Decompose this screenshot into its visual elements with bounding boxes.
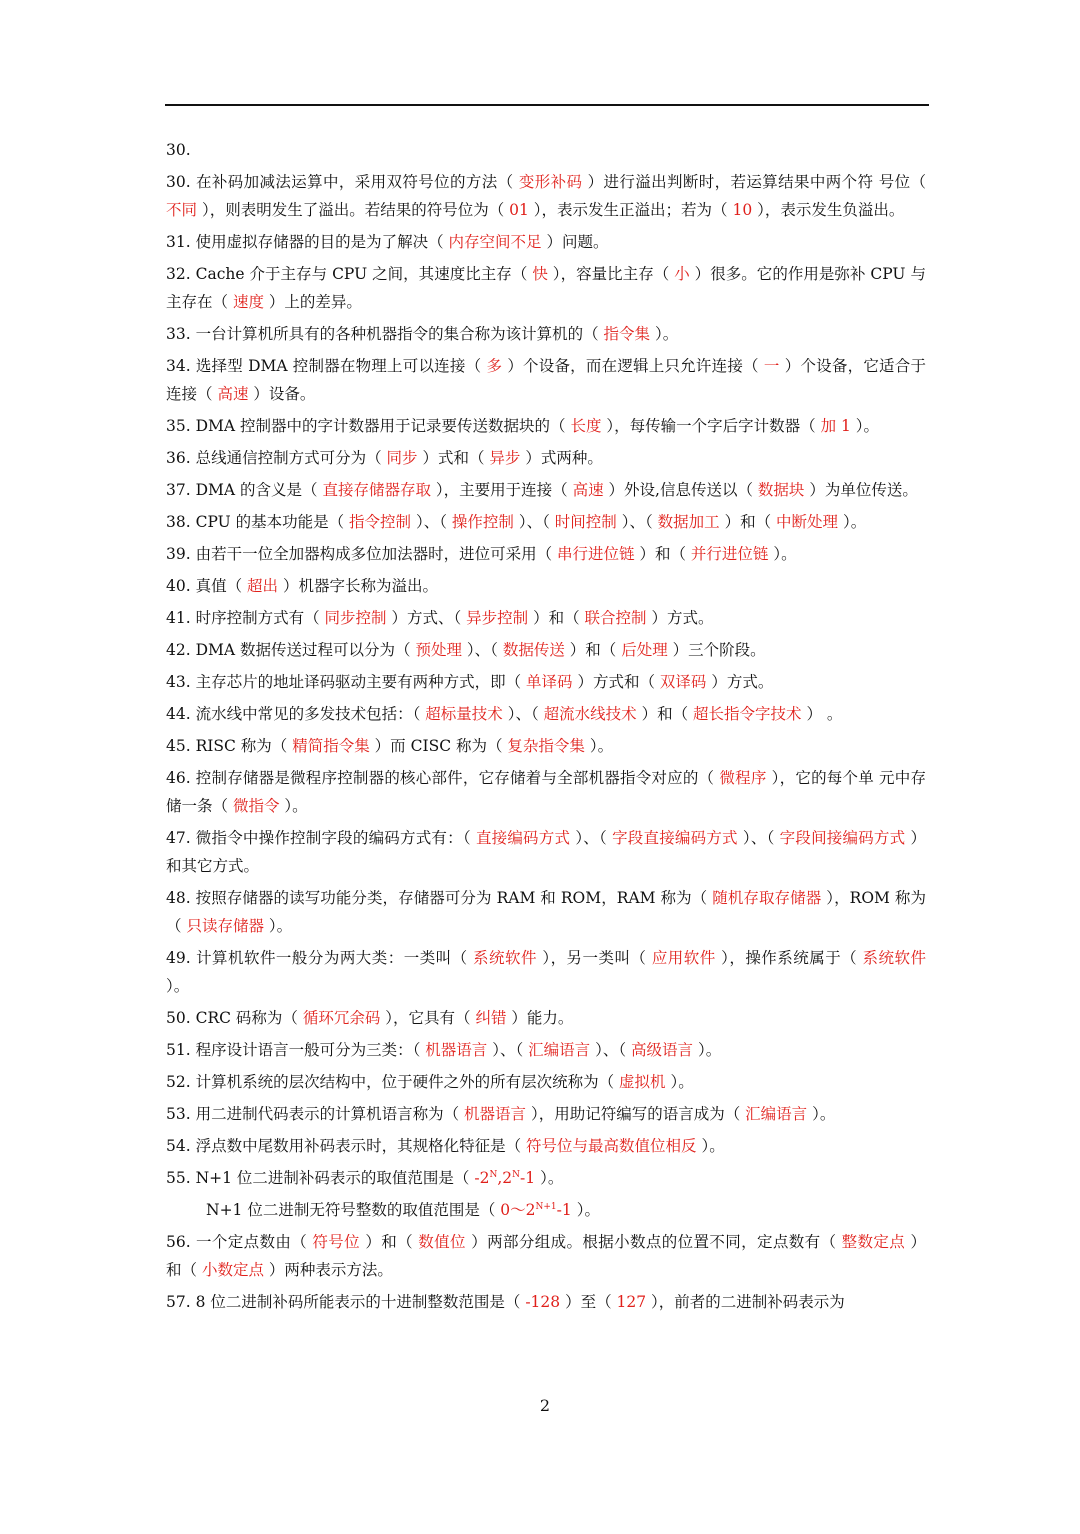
question-text: ）式和（ [417,449,490,467]
question-text: ），用助记符编写的语言成为（ [526,1105,746,1123]
question-number: 57. [166,1293,191,1311]
page-number: 2 [539,1396,551,1415]
question-number: 53. [166,1105,191,1123]
question-number: 41. [166,609,191,627]
question-text: ）。 [571,1201,600,1219]
question-item [166,228,926,256]
answer-text: 异步控制 [466,609,529,627]
question-number: 50. [166,1009,191,1027]
question-text: 计算机软件一般分为两大类：一类叫（ [196,949,474,967]
question-text: ），它的每个单 元中存储一条（ [166,769,926,815]
question-item [166,352,926,408]
question-item [166,1288,926,1316]
answer-text: ,2 [497,1169,513,1187]
question-text: ）和（ [719,513,777,531]
question-text: ），操作系统属于（ [715,949,863,967]
question-text: ）、（ [590,1041,632,1059]
answer-text: 循环冗余码 [302,1009,381,1027]
answer-text: 只读存储器 [186,917,264,935]
question-text: ）机器字长称为溢出。 [278,577,438,595]
question-item [166,1100,926,1128]
answer-text: 变形补码 [518,173,583,191]
question-text: ）个设备，而在逻辑上只允许连接（ [502,357,764,375]
question-number: 49. [166,949,191,967]
answer-text: 速度 [232,293,264,311]
question-text: ）外设,信息传送以（ [603,481,758,499]
question-text: CPU 的基本功能是（ [195,513,350,531]
question-item [166,540,926,568]
question-text: ）、（ [513,513,555,531]
question-text: ）和其它方式。 [166,829,926,875]
question-text: ）。 [807,1105,836,1123]
answer-text: 10 [732,201,753,219]
question-text: 8 位二进制补码所能表示的十进制整数范围是（ [195,1293,526,1311]
question-text: ）、（ [461,641,503,659]
question-list [166,136,926,1320]
question-text: DMA 数据传送过程可以分为（ [195,641,416,659]
question-text: ），前者的二进制补码表示为 [646,1293,845,1311]
question-text: ），则表明发生了溢出。若结果的符号位为（ [197,201,510,219]
question-text: ） 。 [801,705,843,723]
question-text: ）三个阶段。 [667,641,766,659]
question-text: DMA 的含义是（ [195,481,323,499]
question-text: N+1 位二进制补码表示的取值范围是（ [195,1169,475,1187]
question-number: 42. [166,641,191,659]
answer-text: 联合控制 [584,609,647,627]
question-number: 51. [166,1041,191,1059]
question-text: 微指令中操作控制字段的编码方式有：（ [195,829,476,847]
question-text: RISC 称为（ [195,737,293,755]
question-text: 程序设计语言一般可分为三类：（ [195,1041,426,1059]
question-text: DMA 控制器中的字计数器用于记录要传送数据块的（ [195,417,571,435]
answer-text: 字段直接编码方式 [612,829,738,847]
answer-text: 直接存储器存取 [322,481,431,499]
answer-superscript: N+1 [535,1202,557,1212]
question-item [166,1164,926,1192]
answer-text: 串行进位链 [557,545,635,563]
answer-text: 符号位 [312,1233,361,1251]
answer-text: 超流水线技术 [543,705,637,723]
question-text: ）。 [665,1073,694,1091]
question-number: 48. [166,889,191,907]
question-text: ）、（ [487,1041,529,1059]
question-text: 用二进制代码表示的计算机语言称为（ [195,1105,465,1123]
question-item [166,476,926,504]
answer-text: 直接编码方式 [475,829,571,847]
question-text: ）方式、（ [386,609,467,627]
question-text: Cache 介于主存与 CPU 之间，其速度比主存（ [195,265,533,283]
answer-text: 指令控制 [349,513,412,531]
question-number: 38. [166,513,191,531]
question-text: ）。 [768,545,797,563]
question-text: ）为单位传送。 [804,481,918,499]
answer-text: 同步控制 [324,609,387,627]
question-number: 56. [166,1233,191,1251]
question-item [166,168,926,224]
answer-text: 长度 [570,417,602,435]
question-item [166,508,926,536]
question-number: 52. [166,1073,191,1091]
question-text: 一个定点数由（ [195,1233,313,1251]
question-text: 主存芯片的地址译码驱动主要有两种方式，即（ [195,673,527,691]
answer-text: -1 [520,1169,536,1187]
answer-text: -2 [474,1169,490,1187]
question-text: 使用虚拟存储器的目的是为了解决（ [195,233,449,251]
answer-text: 数据加工 [657,513,720,531]
question-item [166,1036,926,1064]
answer-text: 精简指令集 [292,737,370,755]
question-item [166,1068,926,1096]
question-text: ），容量比主存（ [547,265,675,283]
question-text: 浮点数中尾数用补码表示时，其规格化特征是（ [195,1137,527,1155]
question-number: 47. [166,829,191,847]
answer-text: 高级语言 [631,1041,694,1059]
question-text: 真值（ [195,577,248,595]
answer-text: 超长指令字技术 [693,705,802,723]
answer-text: 小 [674,265,690,283]
question-item [166,944,926,1000]
question-number: 46. [166,769,191,787]
question-text: ）两种表示方法。 [263,1261,393,1279]
answer-text: 预处理 [415,641,462,659]
answer-text: 数据块 [757,481,805,499]
question-text: ）很多。它的作用是弥补 CPU 与主存在（ [166,265,926,311]
question-text: ）和（ [634,545,691,563]
question-item [166,604,926,632]
question-item [166,320,926,348]
question-text: ）两部分组成。根据小数点的位置不同，定点数有（ [465,1233,842,1251]
question-item [166,636,926,664]
question-text: ）。 [693,1041,722,1059]
answer-text: 指令集 [603,325,651,343]
answer-superscript: N [489,1170,498,1180]
question-number: 30. [166,173,191,191]
question-item [166,136,926,164]
answer-text: 操作控制 [451,513,514,531]
answer-text: 超出 [247,577,279,595]
answer-text: 同步 [386,449,418,467]
question-number: 31. [166,233,191,251]
question-text: ）方式和（ [572,673,660,691]
question-text: ）。 [650,325,679,343]
question-item [166,572,926,600]
question-number: 34. [166,357,191,375]
question-item [166,1196,926,1224]
question-number: 32. [166,265,191,283]
question-item [166,260,926,316]
question-text: ）设备。 [248,385,316,403]
answer-text: 微程序 [719,769,767,787]
question-text: ），表示发生负溢出。 [752,201,905,219]
question-text: ）、（ [411,513,452,531]
question-item [166,412,926,440]
question-number: 39. [166,545,191,563]
question-text: ）方式。 [706,673,774,691]
question-text: ）。 [696,1137,725,1155]
question-text: ） 和（ [166,1233,926,1279]
question-number: 43. [166,673,191,691]
answer-text: 异步 [489,449,521,467]
answer-text: 高速 [217,385,249,403]
question-item [166,884,926,940]
question-item [166,824,926,880]
question-text: 选择型 DMA 控制器在物理上可以连接（ [195,357,487,375]
question-text: ），表示发生正溢出；若为（ [528,201,733,219]
answer-text: 复杂指令集 [507,737,585,755]
question-text: 按照存储器的读写功能分类，存储器可分为 RAM 和 ROM，RAM 称为（ [195,889,713,907]
question-text: 控制存储器是微程序控制器的核心部件，它存储着与全部机器指令对应的（ [195,769,720,787]
answer-text: 一 [763,357,780,375]
answer-text: -1 [556,1201,572,1219]
question-text: ）方式。 [646,609,714,627]
answer-text: 系统软件 [862,949,926,967]
question-text: ）和（ [360,1233,419,1251]
question-item [166,1004,926,1032]
answer-text: 双译码 [659,673,707,691]
question-text: ）。 [838,513,867,531]
question-text: ）。 [535,1169,564,1187]
question-text: ），另一类叫（ [536,949,652,967]
answer-text: 整数定点 [841,1233,906,1251]
answer-text: 不同 [166,201,198,219]
question-text: ）和（ [636,705,694,723]
answer-text: 汇编语言 [528,1041,591,1059]
question-text: 总线通信控制方式可分为（ [195,449,387,467]
answer-text: 机器语言 [425,1041,488,1059]
answer-text: 高速 [572,481,604,499]
question-item [166,764,926,820]
answer-text: 多 [486,357,503,375]
question-text: ）。 [166,977,190,995]
question-text: ）个设备，它适合于连接（ [166,357,926,403]
question-number: 55. [166,1169,191,1187]
answer-text: 超标量技术 [425,705,503,723]
question-item [166,732,926,760]
question-number: 37. [166,481,191,499]
answer-text: -128 [525,1293,561,1311]
question-text: ）。 [850,417,880,435]
answer-text: 字段间接编码方式 [779,829,906,847]
question-text: ）和（ [528,609,585,627]
header-rule [165,104,929,106]
question-text: ）、（ [737,829,780,847]
answer-text: 快 [532,265,548,283]
question-text: N+1 位二进制无符号整数的取值范围是（ [206,1201,501,1219]
question-text: ）。 [279,797,308,815]
question-text: ）问题。 [541,233,609,251]
question-item [166,444,926,472]
question-text: ），它具有（ [380,1009,476,1027]
answer-text: 数据传送 [502,641,565,659]
question-number: 40. [166,577,191,595]
answer-text: 时间控制 [554,513,617,531]
answer-text: 符号位与最高数值位相反 [526,1137,697,1155]
question-text: 在补码加减法运算中，采用双符号位的方法（ [195,173,519,191]
question-number: 30. [166,141,191,159]
question-text: 流水线中常见的多发技术包括：（ [195,705,426,723]
question-text: 由若干一位全加器构成多位加法器时，进位可采用（ [195,545,558,563]
question-text: 时序控制方式有（ [195,609,325,627]
question-text: ）、（ [616,513,658,531]
answer-text: 127 [616,1293,647,1311]
question-number: 54. [166,1137,191,1155]
answer-text: 中断处理 [776,513,839,531]
question-item [166,1132,926,1160]
answer-text: 随机存取存储器 [712,889,822,907]
answer-text: 微指令 [232,797,280,815]
answer-text: 机器语言 [464,1105,527,1123]
question-text: ）。 [584,737,614,755]
answer-text: 纠错 [475,1009,507,1027]
answer-text: 单译码 [526,673,573,691]
answer-text: 内存空间不足 [448,233,542,251]
question-text: ）、（ [570,829,613,847]
answer-text: 系统软件 [473,949,537,967]
answer-text: 汇编语言 [745,1105,808,1123]
question-text: ），ROM 称为（ [166,889,927,935]
question-number: 35. [166,417,191,435]
question-number: 33. [166,325,191,343]
answer-text: 01 [509,201,529,219]
question-text: ），主要用于连接（ [430,481,573,499]
answer-text: 数值位 [418,1233,466,1251]
question-text: ）。 [263,917,293,935]
answer-text: 小数定点 [201,1261,264,1279]
question-text: ）和（ [564,641,622,659]
question-number: 45. [166,737,191,755]
question-text: ）而 CISC 称为（ [369,737,508,755]
question-item [166,700,926,728]
answer-text: 0～2 [500,1201,536,1219]
question-text: ）上的差异。 [263,293,362,311]
answer-text: 应用软件 [651,949,716,967]
answer-text: 虚拟机 [619,1073,666,1091]
question-text: ）至（ [560,1293,617,1311]
question-text: 计算机系统的层次结构中，位于硬件之外的所有层次统称为（ [195,1073,620,1091]
question-text: ）、（ [502,705,544,723]
question-text: ）能力。 [506,1009,574,1027]
question-text: ），每传输一个字后字计数器（ [601,417,821,435]
question-item [166,1228,926,1284]
question-item [166,668,926,696]
question-text: ）式两种。 [520,449,603,467]
question-number: 44. [166,705,191,723]
answer-text: 并行进位链 [690,545,769,563]
question-text: ）进行溢出判断时，若运算结果中两个符 号位（ [582,173,926,191]
question-text: CRC 码称为（ [195,1009,303,1027]
question-number: 36. [166,449,191,467]
answer-text: 加 1 [820,417,851,435]
answer-text: 后处理 [621,641,668,659]
question-text: 一台计算机所具有的各种机器指令的集合称为该计算机的（ [195,325,604,343]
answer-superscript: N [512,1170,521,1180]
